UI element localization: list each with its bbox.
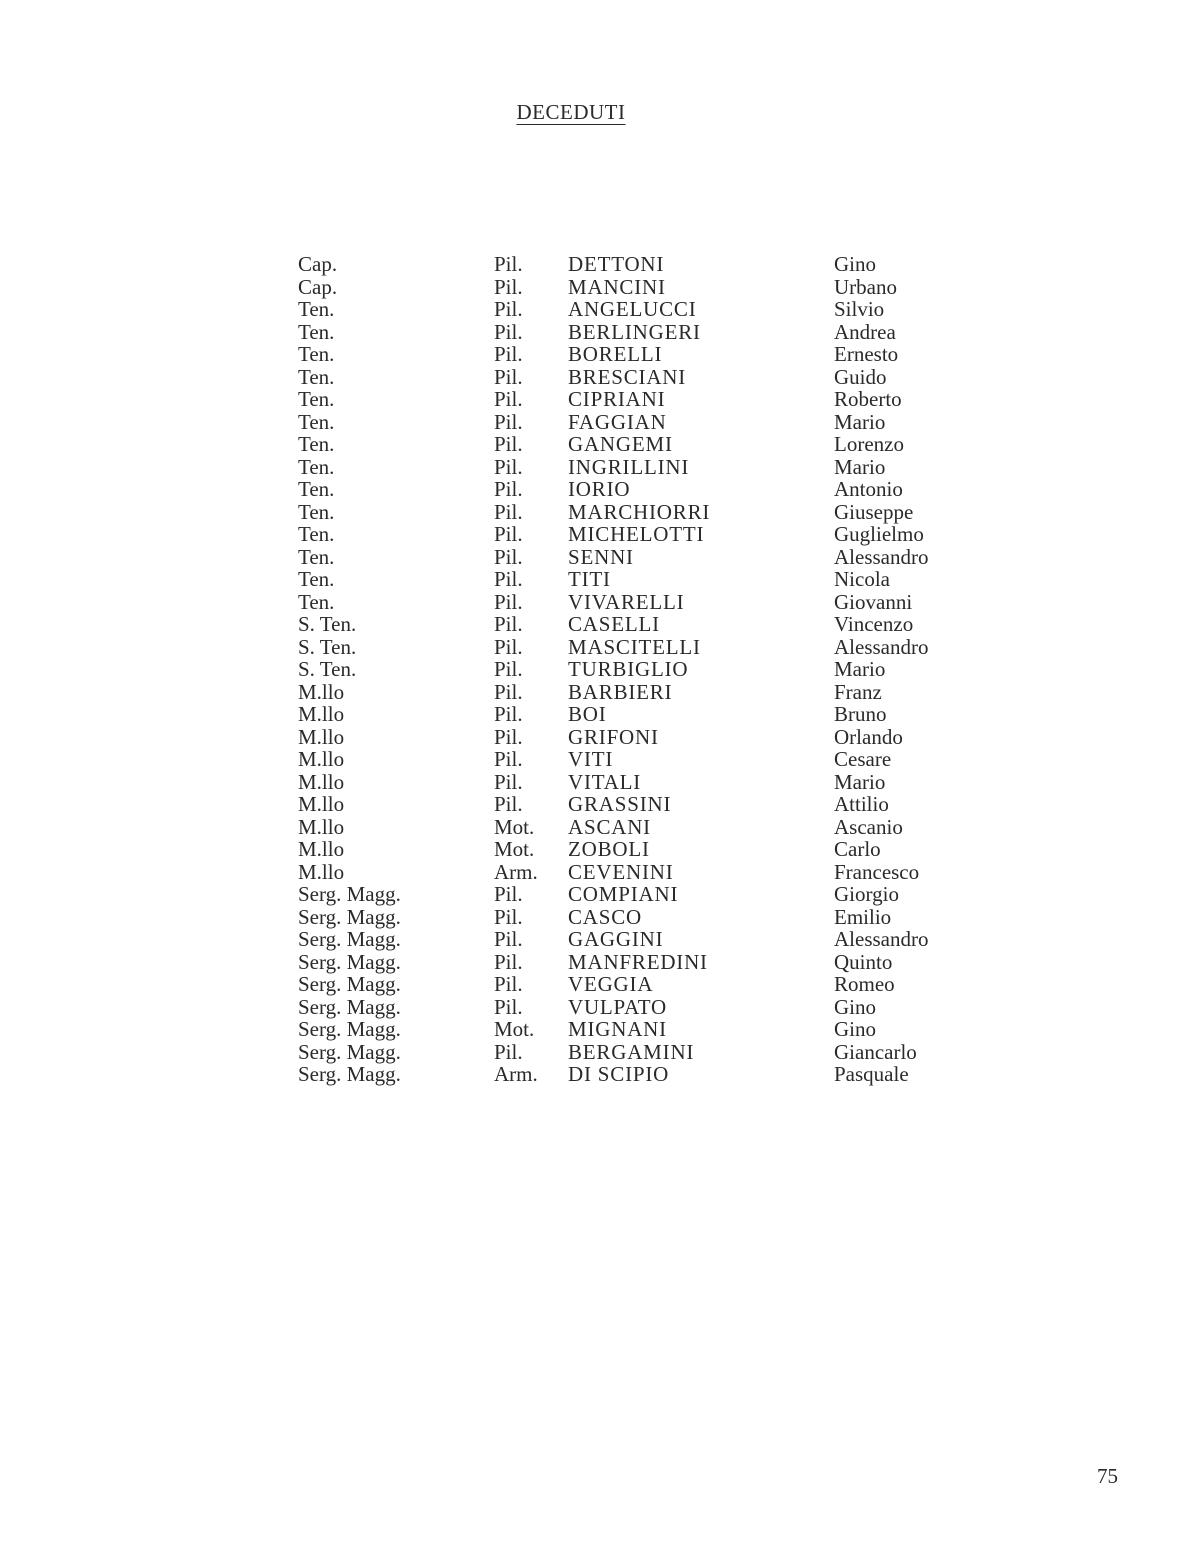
first-name-cell: Giovanni xyxy=(834,589,913,614)
surname-cell: SENNI xyxy=(568,544,634,569)
role-cell: Pil. xyxy=(494,747,523,771)
surname-cell: VULPATO xyxy=(568,994,667,1019)
roster-row xyxy=(298,816,998,839)
role-cell: Pil. xyxy=(494,724,523,749)
surname-cell: TURBIGLIO xyxy=(568,657,689,681)
roster-row xyxy=(298,321,998,344)
rank-cell: Serg. Magg. xyxy=(298,882,401,906)
surname-cell: GRIFONI xyxy=(568,724,659,749)
first-name-cell: Pasquale xyxy=(834,1062,909,1086)
rank-cell: M.llo xyxy=(298,837,345,861)
roster-row xyxy=(298,501,998,524)
first-name-cell: Giancarlo xyxy=(834,1039,917,1064)
roster-row xyxy=(298,478,998,501)
role-cell: Pil. xyxy=(494,882,523,906)
first-name-cell: Gino xyxy=(834,994,876,1019)
role-cell: Pil. xyxy=(494,454,523,479)
first-name-cell: Antonio xyxy=(834,477,903,501)
surname-cell: MANCINI xyxy=(568,274,666,299)
roster-row xyxy=(298,906,998,929)
role-cell: Pil. xyxy=(494,702,523,726)
rank-cell: Ten. xyxy=(298,522,335,546)
roster-row xyxy=(298,613,998,636)
roster-row xyxy=(298,996,998,1019)
first-name-cell: Gino xyxy=(834,252,876,276)
rank-cell: Ten. xyxy=(298,409,335,434)
role-cell: Pil. xyxy=(494,477,523,501)
role-cell: Mot. xyxy=(494,837,535,861)
rank-cell: Ten. xyxy=(298,319,335,344)
first-name-cell: Orlando xyxy=(834,724,903,749)
rank-cell: Ten. xyxy=(298,432,335,456)
roster-row xyxy=(298,703,998,726)
role-cell: Pil. xyxy=(494,769,523,794)
rank-cell: M.llo xyxy=(298,769,345,794)
rank-cell: Ten. xyxy=(298,589,335,614)
first-name-cell: Guglielmo xyxy=(834,522,924,546)
first-name-cell: Giuseppe xyxy=(834,499,914,524)
roster-row xyxy=(298,388,998,411)
role-cell: Pil. xyxy=(494,657,523,681)
first-name-cell: Quinto xyxy=(834,949,893,974)
first-name-cell: Franz xyxy=(834,679,882,704)
rank-cell: Serg. Magg. xyxy=(298,1062,401,1086)
role-cell: Pil. xyxy=(494,499,523,524)
first-name-cell: Guido xyxy=(834,364,887,389)
first-name-cell: Gino xyxy=(834,1017,876,1041)
roster-row xyxy=(298,658,998,681)
roster-row xyxy=(298,861,998,884)
first-name-cell: Nicola xyxy=(834,567,890,591)
roster-row xyxy=(298,951,998,974)
surname-cell: TITI xyxy=(568,567,611,591)
surname-cell: GRASSINI xyxy=(568,792,672,816)
role-cell: Pil. xyxy=(494,634,523,659)
role-cell: Pil. xyxy=(494,409,523,434)
role-cell: Mot. xyxy=(494,1017,535,1041)
page-number: 75 xyxy=(1097,1464,1118,1488)
role-cell: Pil. xyxy=(494,904,523,929)
surname-cell: BORELLI xyxy=(568,342,663,366)
rank-cell: Serg. Magg. xyxy=(298,1039,401,1064)
first-name-cell: Ernesto xyxy=(834,342,899,366)
role-cell: Pil. xyxy=(494,274,523,299)
surname-cell: GANGEMI xyxy=(568,432,673,456)
surname-cell: MANFREDINI xyxy=(568,949,708,974)
roster-row xyxy=(298,681,998,704)
first-name-cell: Francesco xyxy=(834,859,920,884)
roster-row xyxy=(298,928,998,951)
role-cell: Pil. xyxy=(494,567,523,591)
rank-cell: Ten. xyxy=(298,454,335,479)
role-cell: Pil. xyxy=(494,364,523,389)
roster-row xyxy=(298,343,998,366)
role-cell: Pil. xyxy=(494,544,523,569)
surname-cell: BERGAMINI xyxy=(568,1039,695,1064)
roster-row xyxy=(298,838,998,861)
roster-row xyxy=(298,748,998,771)
surname-cell: GAGGINI xyxy=(568,927,664,951)
role-cell: Arm. xyxy=(494,859,538,884)
surname-cell: MARCHIORRI xyxy=(568,499,711,524)
role-cell: Pil. xyxy=(494,994,523,1019)
roster-row xyxy=(298,883,998,906)
first-name-cell: Attilio xyxy=(834,792,889,816)
rank-cell: M.llo xyxy=(298,747,345,771)
surname-cell: ANGELUCCI xyxy=(568,297,697,321)
roster-row xyxy=(298,793,998,816)
rank-cell: Ten. xyxy=(298,567,335,591)
rank-cell: M.llo xyxy=(298,814,345,839)
first-name-cell: Romeo xyxy=(834,972,895,996)
surname-cell: COMPIANI xyxy=(568,882,679,906)
first-name-cell: Ascanio xyxy=(834,814,903,839)
role-cell: Pil. xyxy=(494,432,523,456)
rank-cell: Ten. xyxy=(298,499,335,524)
surname-cell: CEVENINI xyxy=(568,859,674,884)
rank-cell: M.llo xyxy=(298,792,345,816)
first-name-cell: Lorenzo xyxy=(834,432,904,456)
rank-cell: Ten. xyxy=(298,477,335,501)
first-name-cell: Mario xyxy=(834,657,886,681)
role-cell: Pil. xyxy=(494,342,523,366)
role-cell: Pil. xyxy=(494,297,523,321)
role-cell: Arm. xyxy=(494,1062,538,1086)
rank-cell: Ten. xyxy=(298,387,335,411)
surname-cell: FAGGIAN xyxy=(568,409,667,434)
surname-cell: DI SCIPIO xyxy=(568,1062,670,1086)
rank-cell: M.llo xyxy=(298,859,345,884)
surname-cell: BOI xyxy=(568,702,607,726)
first-name-cell: Mario xyxy=(834,454,886,479)
role-cell: Pil. xyxy=(494,387,523,411)
first-name-cell: Roberto xyxy=(834,387,902,411)
surname-cell: BRESCIANI xyxy=(568,364,687,389)
roster-row xyxy=(298,568,998,591)
roster-row xyxy=(298,366,998,389)
rank-cell: S. Ten. xyxy=(298,612,357,636)
rank-cell: Serg. Magg. xyxy=(298,972,401,996)
role-cell: Pil. xyxy=(494,522,523,546)
roster-row xyxy=(298,1041,998,1064)
roster-row xyxy=(298,771,998,794)
surname-cell: CASELLI xyxy=(568,612,660,636)
role-cell: Pil. xyxy=(494,252,523,276)
surname-cell: CIPRIANI xyxy=(568,387,666,411)
roster-row xyxy=(298,433,998,456)
roster-row xyxy=(298,591,998,614)
roster-row xyxy=(298,276,998,299)
role-cell: Pil. xyxy=(494,927,523,951)
first-name-cell: Alessandro xyxy=(834,927,929,951)
surname-cell: VITI xyxy=(568,747,614,771)
surname-cell: VEGGIA xyxy=(568,972,654,996)
roster-list xyxy=(298,253,998,1086)
surname-cell: BERLINGERI xyxy=(568,319,701,344)
roster-row xyxy=(298,411,998,434)
rank-cell: Ten. xyxy=(298,364,335,389)
page-title xyxy=(0,100,1142,125)
surname-cell: ASCANI xyxy=(568,814,651,839)
roster-row xyxy=(298,456,998,479)
surname-cell: VIVARELLI xyxy=(568,589,685,614)
role-cell: Pil. xyxy=(494,1039,523,1064)
surname-cell: MASCITELLI xyxy=(568,634,701,659)
first-name-cell: Alessandro xyxy=(834,634,929,659)
role-cell: Pil. xyxy=(494,949,523,974)
rank-cell: Serg. Magg. xyxy=(298,927,401,951)
role-cell: Pil. xyxy=(494,679,523,704)
rank-cell: Serg. Magg. xyxy=(298,904,401,929)
role-cell: Pil. xyxy=(494,792,523,816)
roster-row xyxy=(298,973,998,996)
rank-cell: S. Ten. xyxy=(298,634,357,659)
roster-row xyxy=(298,253,998,276)
role-cell: Pil. xyxy=(494,319,523,344)
surname-cell: MICHELOTTI xyxy=(568,522,705,546)
roster-row xyxy=(298,726,998,749)
first-name-cell: Mario xyxy=(834,769,886,794)
first-name-cell: Andrea xyxy=(834,319,896,344)
roster-row xyxy=(298,1063,998,1086)
first-name-cell: Giorgio xyxy=(834,882,899,906)
rank-cell: Ten. xyxy=(298,544,335,569)
surname-cell: VITALI xyxy=(568,769,642,794)
first-name-cell: Cesare xyxy=(834,747,892,771)
rank-cell: M.llo xyxy=(298,724,345,749)
role-cell: Pil. xyxy=(494,589,523,614)
rank-cell: Serg. Magg. xyxy=(298,949,401,974)
roster-row xyxy=(298,523,998,546)
rank-cell: Ten. xyxy=(298,342,335,366)
surname-cell: INGRILLINI xyxy=(568,454,690,479)
first-name-cell: Vincenzo xyxy=(834,612,914,636)
first-name-cell: Emilio xyxy=(834,904,892,929)
first-name-cell: Bruno xyxy=(834,702,887,726)
first-name-cell: Urbano xyxy=(834,274,897,299)
rank-cell: M.llo xyxy=(298,679,345,704)
surname-cell: BARBIERI xyxy=(568,679,673,704)
rank-cell: Ten. xyxy=(298,297,335,321)
roster-row xyxy=(298,1018,998,1041)
surname-cell: ZOBOLI xyxy=(568,837,650,861)
surname-cell: CASCO xyxy=(568,904,643,929)
surname-cell: DETTONI xyxy=(568,252,665,276)
rank-cell: M.llo xyxy=(298,702,345,726)
roster-row xyxy=(298,298,998,321)
rank-cell: S. Ten. xyxy=(298,657,357,681)
rank-cell: Serg. Magg. xyxy=(298,994,401,1019)
rank-cell: Serg. Magg. xyxy=(298,1017,401,1041)
rank-cell: Cap. xyxy=(298,274,338,299)
role-cell: Pil. xyxy=(494,612,523,636)
role-cell: Mot. xyxy=(494,814,535,839)
first-name-cell: Mario xyxy=(834,409,886,434)
surname-cell: IORIO xyxy=(568,477,631,501)
roster-row xyxy=(298,636,998,659)
first-name-cell: Carlo xyxy=(834,837,881,861)
surname-cell: MIGNANI xyxy=(568,1017,667,1041)
roster-row xyxy=(298,546,998,569)
role-cell: Pil. xyxy=(494,972,523,996)
rank-cell: Cap. xyxy=(298,252,338,276)
first-name-cell: Silvio xyxy=(834,297,885,321)
page-title-text: DECEDUTI xyxy=(516,100,626,124)
first-name-cell: Alessandro xyxy=(834,544,929,569)
